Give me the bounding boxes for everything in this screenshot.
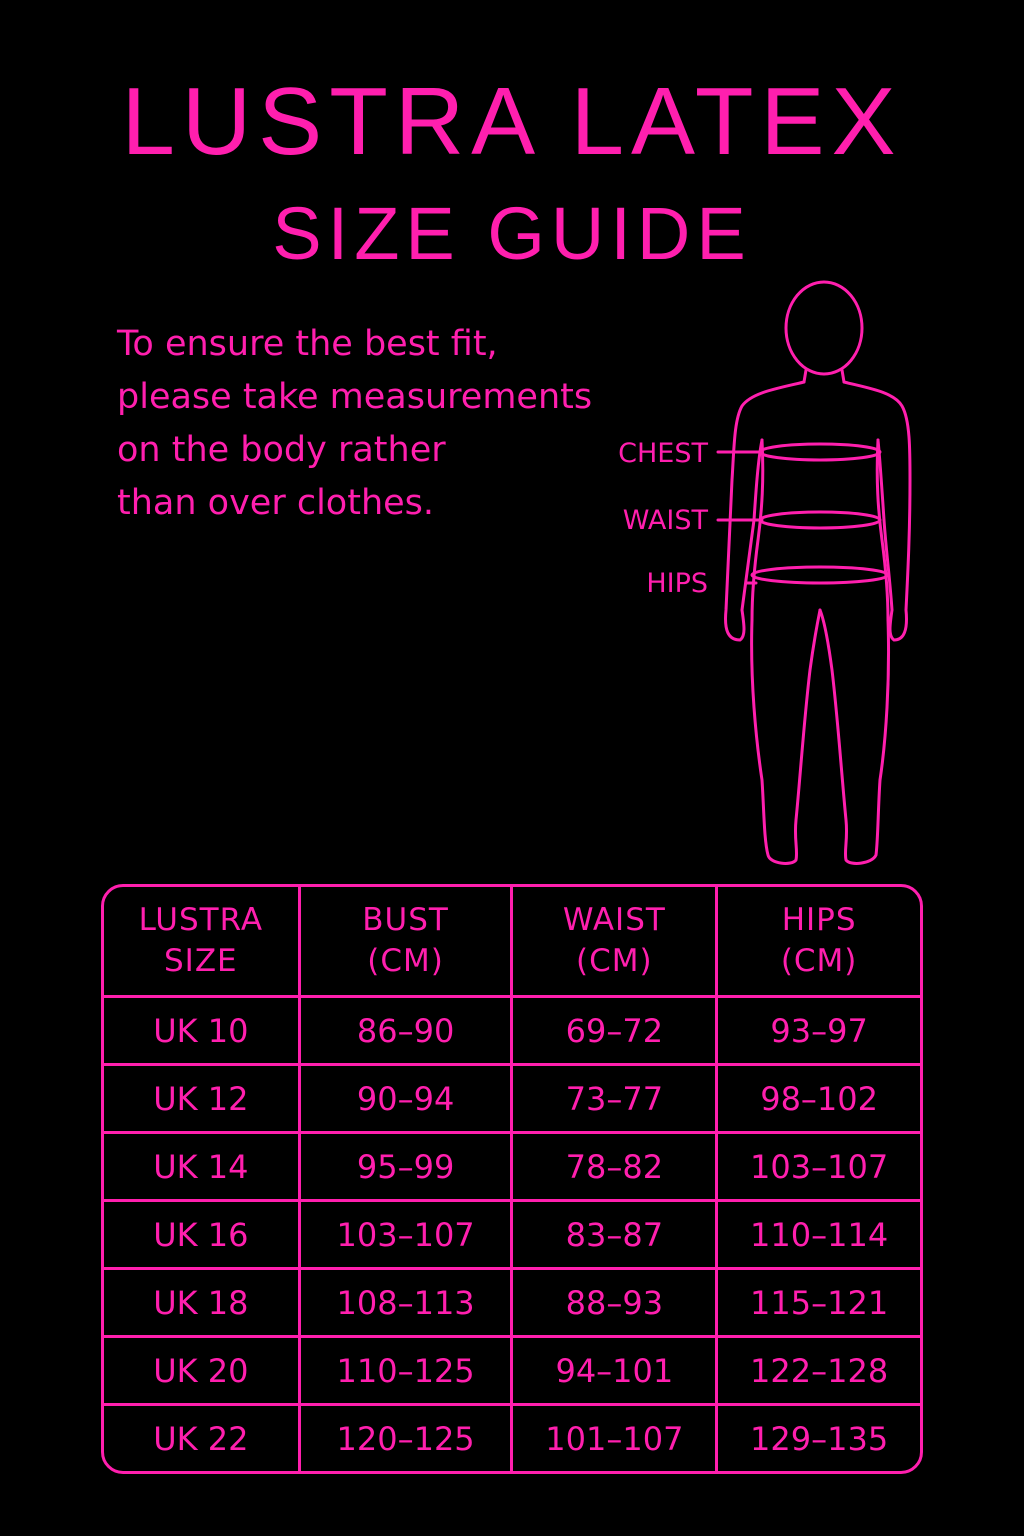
header-hips	[717, 887, 920, 997]
header-line: LUSTRA	[138, 902, 264, 938]
header-line: SIZE	[164, 943, 238, 979]
cell-size: UK 18	[104, 1269, 299, 1337]
header-bust	[299, 887, 512, 997]
cell-size: UK 14	[104, 1133, 299, 1201]
header-line: (CM)	[367, 943, 444, 979]
cell-hips: 93–97	[717, 997, 920, 1065]
waist-label: WAIST	[622, 505, 708, 536]
table-row	[104, 997, 920, 1065]
header-line: HIPS	[781, 902, 857, 938]
table-row	[104, 1065, 920, 1133]
cell-size: UK 22	[104, 1405, 299, 1472]
header-waist	[512, 887, 717, 997]
cell-size: UK 20	[104, 1337, 299, 1405]
intro-line: please take measurements	[117, 377, 593, 417]
cell-size: UK 10	[104, 997, 299, 1065]
intro-line: To ensure the best fit,	[117, 324, 498, 364]
intro-line: than over clothes.	[117, 483, 435, 523]
brand-title: LUSTRA LATEX	[121, 68, 903, 175]
cell-bust: 95–99	[299, 1133, 512, 1201]
table-row	[104, 1133, 920, 1201]
cell-bust: 90–94	[299, 1065, 512, 1133]
table-header-row	[104, 887, 920, 997]
cell-waist: 69–72	[512, 997, 717, 1065]
chest-label: CHEST	[618, 438, 708, 469]
header-size	[104, 887, 299, 997]
cell-size: UK 12	[104, 1065, 299, 1133]
body-outline-icon	[700, 280, 920, 872]
header-line: WAIST	[562, 902, 666, 938]
cell-waist: 78–82	[512, 1133, 717, 1201]
cell-bust: 86–90	[299, 997, 512, 1065]
cell-bust: 103–107	[299, 1201, 512, 1269]
header-line: (CM)	[576, 943, 653, 979]
page-subtitle: SIZE GUIDE	[272, 192, 752, 275]
cell-hips: 103–107	[717, 1133, 920, 1201]
intro-line: on the body rather	[117, 430, 446, 470]
cell-hips: 110–114	[717, 1201, 920, 1269]
header-line: BUST	[362, 902, 449, 938]
intro-text	[117, 318, 592, 530]
table-row	[104, 1269, 920, 1337]
cell-hips: 129–135	[717, 1405, 920, 1472]
header-line: (CM)	[780, 943, 858, 979]
cell-bust: 120–125	[299, 1405, 512, 1472]
table-row	[104, 1201, 920, 1269]
cell-waist: 101–107	[512, 1405, 717, 1472]
table-row	[104, 1405, 920, 1472]
cell-bust: 110–125	[299, 1337, 512, 1405]
size-table	[101, 884, 923, 1474]
cell-hips: 122–128	[717, 1337, 920, 1405]
cell-hips: 115–121	[717, 1269, 920, 1337]
cell-waist: 73–77	[512, 1065, 717, 1133]
cell-size: UK 16	[104, 1201, 299, 1269]
cell-bust: 108–113	[299, 1269, 512, 1337]
hips-label: HIPS	[646, 568, 708, 599]
cell-waist: 83–87	[512, 1201, 717, 1269]
table-row	[104, 1337, 920, 1405]
cell-waist: 94–101	[512, 1337, 717, 1405]
cell-waist: 88–93	[512, 1269, 717, 1337]
cell-hips: 98–102	[717, 1065, 920, 1133]
